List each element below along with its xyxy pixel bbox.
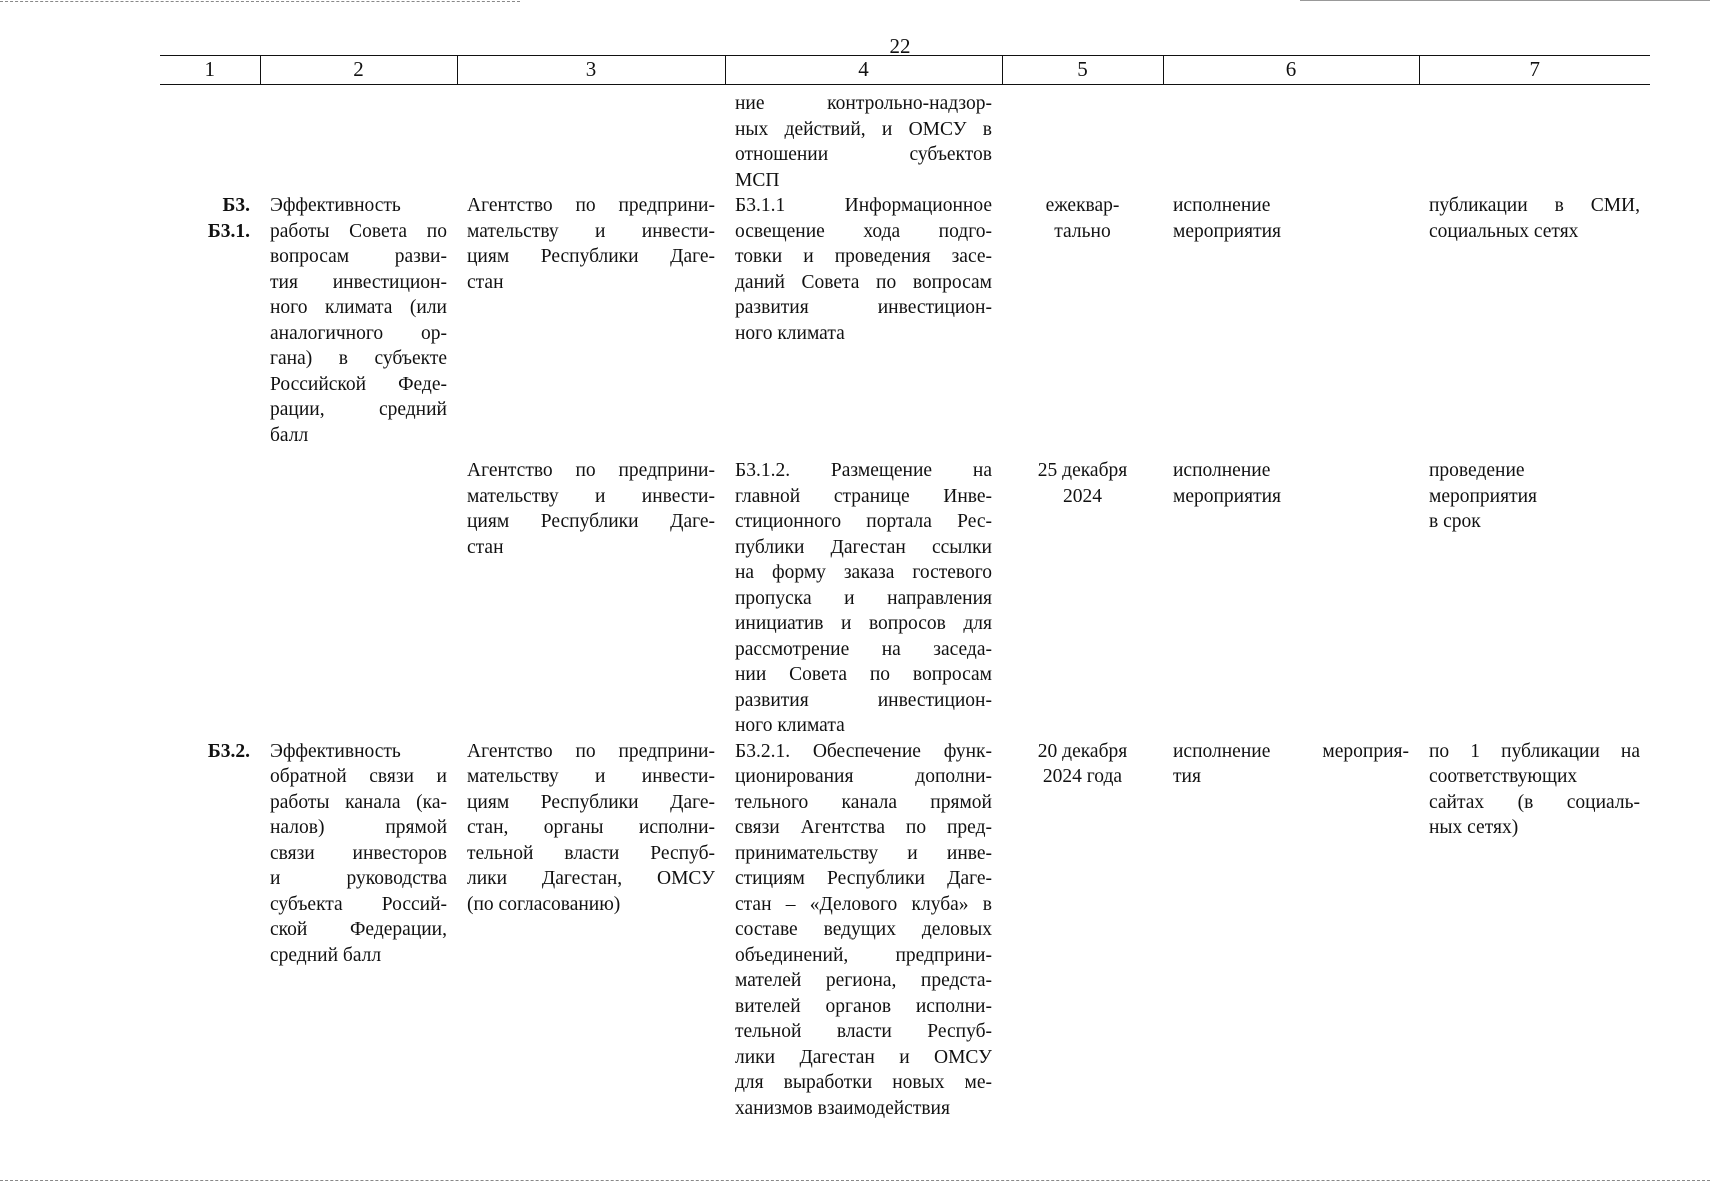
cell-line: ской Федерации,: [270, 919, 447, 940]
cell-line: средний балл: [270, 944, 382, 966]
cell-line: по 1 публикации на: [1429, 740, 1640, 762]
cell-line: отношении субъектов: [735, 144, 992, 165]
cell-line: ного климата (или: [270, 297, 447, 318]
cell-line: стан, органы исполни-: [467, 817, 715, 838]
continuation-measure-cell: [725, 85, 1002, 194]
cell-line: вопросам разви-: [270, 246, 447, 267]
cell-line: соответствующих: [1429, 766, 1578, 787]
cell-line: Б3.1.1 Информационное: [735, 195, 992, 216]
cell-line: стан: [467, 271, 504, 293]
cell-line: мателей региона, предста-: [735, 970, 992, 991]
cell-line: МСП: [735, 169, 780, 191]
cell-line: связи инвесторов: [270, 842, 447, 864]
measure-cell: [725, 739, 1002, 1122]
indicator-cell: [260, 193, 457, 448]
result-cell: исполнение мероприятия: [1173, 460, 1282, 507]
cell-line: главной странице Инве-: [735, 485, 992, 507]
cell-line: ние контрольно-надзор-: [735, 93, 992, 114]
cell-line: субъекта Россий-: [270, 893, 447, 915]
header-col-2: 2: [260, 56, 457, 85]
executor-cell: [457, 739, 725, 1122]
cell-line: стан: [467, 536, 504, 558]
cell-line: социальных сетях: [1429, 220, 1579, 242]
cell-line: циям Республики Даге-: [467, 511, 715, 532]
cell-line: товки и проведения засе-: [735, 246, 992, 267]
cell-line: тельной власти Респуб-: [467, 842, 715, 864]
scan-edge-bottom: [0, 1180, 1710, 1181]
cell-line: стан – «Делового клуба» в: [735, 893, 992, 915]
cell-line: аналогичного ор-: [270, 322, 447, 344]
table-row: [160, 739, 1650, 1122]
header-col-5: 5: [1002, 56, 1163, 85]
cell-line: объединений, предприни-: [735, 944, 992, 966]
cell-line: стициям Республики Даге-: [735, 868, 992, 889]
cell-line: Эффективность: [270, 195, 401, 216]
cell-line: мательству и инвести-: [467, 220, 715, 242]
cell-line: пропуска и направления: [735, 587, 992, 609]
page-number: 22: [889, 34, 911, 58]
cell-line: Б3.2.1. Обеспечение функ-: [735, 740, 992, 762]
cell-line: работы Совета по: [270, 220, 447, 242]
cell-line: ного климата: [735, 715, 845, 736]
cell-line: мательству и инвести-: [467, 766, 715, 787]
deadline-cell: ежеквар- тально: [1045, 195, 1120, 242]
cell-line: Российской Феде-: [270, 373, 447, 395]
cell-line: налов) прямой: [270, 817, 447, 838]
cell-line: вителей органов исполни-: [735, 995, 992, 1017]
header-col-1: 1: [160, 56, 260, 85]
cell-line: даний Совета по вопросам: [735, 271, 992, 293]
cell-line: тельной власти Респуб-: [735, 1021, 992, 1042]
control-cell: проведение мероприятия в срок: [1429, 460, 1538, 532]
result-cell: [1163, 739, 1419, 1122]
table-row: [160, 448, 1650, 739]
cell-line: (по согласованию): [467, 893, 621, 915]
cell-line: исполнение мероприя-: [1173, 740, 1409, 762]
header-col-6: 6: [1163, 56, 1419, 85]
executor-cell: [457, 448, 725, 739]
executor-cell: [457, 193, 725, 448]
row-number: Б3.2.: [207, 740, 250, 762]
cell-line: лики Дагестан и ОМСУ: [735, 1046, 992, 1068]
cell-line: на форму заказа гостевого: [735, 562, 992, 583]
cell-line: работы канала (ка-: [270, 791, 447, 813]
cell-line: тия: [1173, 766, 1201, 787]
deadline-cell: 20 декабря 2024 года: [1037, 740, 1128, 787]
cell-line: развития инвестицион-: [735, 297, 992, 318]
cell-line: ного климата: [735, 322, 845, 344]
table-row: [160, 193, 1650, 448]
cell-line: Агентство по предприни-: [467, 740, 715, 762]
cell-line: инициатив и вопросов для: [735, 613, 992, 634]
cell-line: Агентство по предприни-: [467, 460, 715, 481]
cell-line: рассмотрение на заседа-: [735, 638, 992, 660]
scan-edge-top-right: [1300, 0, 1710, 1]
cell-line: тия инвестицион-: [270, 271, 447, 293]
cell-line: публики Дагестан ссылки: [735, 536, 992, 558]
cell-line: принимательству и инве-: [735, 842, 992, 864]
cell-line: ханизмов взаимодействия: [735, 1097, 950, 1119]
header-col-7: 7: [1419, 56, 1650, 85]
cell-line: мательству и инвести-: [467, 485, 715, 507]
cell-line: составе ведущих деловых: [735, 919, 992, 940]
cell-line: публикации в СМИ,: [1429, 195, 1640, 216]
cell-line: связи Агентства по пред-: [735, 817, 992, 838]
cell-line: циям Республики Даге-: [467, 791, 715, 813]
cell-line: балл: [270, 424, 309, 446]
row-number: Б3. Б3.1.: [207, 195, 250, 242]
scan-edge-top: [0, 1, 520, 2]
cell-line: рации, средний: [270, 399, 447, 420]
cell-line: ных сетях): [1429, 817, 1519, 838]
header-col-3: 3: [457, 56, 725, 85]
cell-line: сайтах (в социаль-: [1429, 791, 1640, 813]
cell-line: обратной связи и: [270, 766, 447, 787]
control-cell: [1419, 739, 1650, 1122]
cell-line: для выработки новых ме-: [735, 1072, 992, 1093]
deadline-cell: 25 декабря 2024: [1037, 460, 1128, 507]
cell-line: лики Дагестан, ОМСУ: [467, 868, 715, 889]
control-cell: [1419, 193, 1650, 448]
table-row-continuation: [160, 85, 1650, 194]
cell-line: ных действий, и ОМСУ в: [735, 118, 992, 140]
cell-line: Эффективность: [270, 740, 401, 762]
measure-cell: [725, 193, 1002, 448]
cell-line: стиционного портала Рес-: [735, 511, 992, 532]
cell-line: ционирования дополни-: [735, 766, 992, 787]
cell-line: и руководства: [270, 868, 447, 889]
cell-line: тельного канала прямой: [735, 791, 992, 813]
measure-cell: [725, 448, 1002, 739]
table-header-row: [160, 56, 1650, 85]
cell-line: Агентство по предприни-: [467, 195, 715, 216]
cell-line: циям Республики Даге-: [467, 246, 715, 267]
cell-line: освещение хода подго-: [735, 220, 992, 242]
cell-line: Б3.1.2. Размещение на: [735, 460, 992, 481]
row-number: [160, 448, 260, 739]
header-col-4: 4: [725, 56, 1002, 85]
indicator-cell: [260, 739, 457, 1122]
cell-line: гана) в субъекте: [270, 348, 447, 369]
plan-table: [160, 55, 1650, 1121]
result-cell: исполнение мероприятия: [1173, 195, 1282, 242]
indicator-cell: [260, 448, 457, 739]
cell-line: нии Совета по вопросам: [735, 664, 992, 685]
cell-line: развития инвестицион-: [735, 689, 992, 711]
